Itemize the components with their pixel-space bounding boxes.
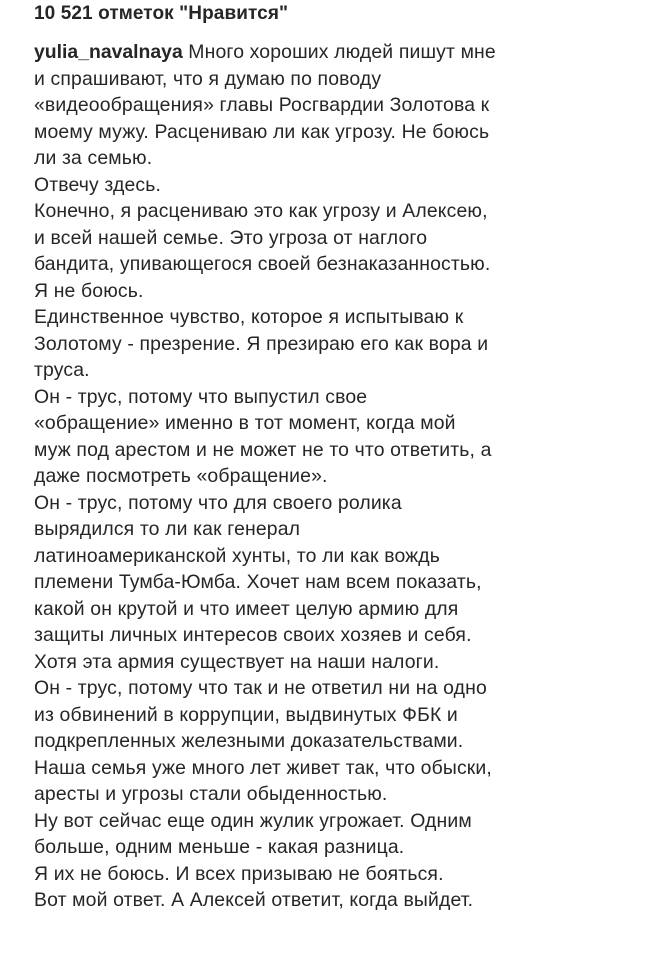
caption-line: моему мужу. Расцениваю ли как угрозу. Не боюсь xyxy=(34,120,490,143)
caption-line: подкрепленных железными доказательствами. xyxy=(34,730,464,752)
caption-line: Он - трус, потому что так и не ответил ни на одно xyxy=(34,677,487,699)
author-username[interactable]: yulia_navalnaya xyxy=(34,41,183,63)
caption-line: аресты и угрозы стали обыденностью. xyxy=(34,783,388,805)
caption-line: из обвинений в коррупции, выдвинутых ФБК и xyxy=(34,703,458,726)
caption-line: племени Тумба-Юмба. Хочет нам всем показать, xyxy=(34,571,482,593)
caption-line: и всей нашей семье. Это угроза от наглого xyxy=(34,226,428,249)
caption-line: бандита, упивающегося своей безнаказанностью. xyxy=(34,253,491,275)
caption-line: и спрашивают, что я думаю по поводу xyxy=(34,67,382,90)
caption-line: муж под арестом и не может не то что ответить, а xyxy=(34,438,492,461)
caption-line: труса. xyxy=(34,359,90,381)
caption-line: Наша семья уже много лет живет так, что обыски, xyxy=(34,756,492,779)
caption-line: Золотому - презрение. Я презираю его как вора и xyxy=(34,332,489,355)
caption-line: Он - трус, потому что выпустил свое xyxy=(34,385,368,408)
caption-line: защиты личных интересов своих хозяев и себя. xyxy=(34,624,472,646)
caption-line: даже посмотреть «обращение». xyxy=(34,465,328,487)
caption-line: больше, одним меньше - какая разница. xyxy=(34,836,405,858)
caption-line: Единственное чувство, которое я испытываю к xyxy=(34,306,464,328)
caption-line: Хотя эта армия существует на наши налоги. xyxy=(34,650,440,673)
caption-line: Конечно, я расцениваю это как угрозу и Алексею, xyxy=(34,200,488,222)
caption-line: латиноамериканской хунты, то ли как вождь xyxy=(34,544,441,567)
likes-count[interactable]: 10 521 отметок "Нравится" xyxy=(34,3,289,24)
caption-line: какой он крутой и что имеет целую армию для xyxy=(34,597,459,620)
caption-line: Я не боюсь. xyxy=(34,279,144,302)
caption-line: вырядился то ли как генерал xyxy=(34,518,301,540)
caption-text: Много хороших людей пишут мне xyxy=(182,41,496,63)
caption-line: Ну вот сейчас еще один жулик угрожает. Одним xyxy=(34,809,472,832)
post-caption xyxy=(34,39,646,914)
caption-line: Отвечу здесь. xyxy=(34,173,162,196)
caption-line: «видеообращения» главы Росгвардии Золотова к xyxy=(34,94,490,116)
caption-line: Он - трус, потому что для своего ролика xyxy=(34,491,402,514)
caption-line: Вот мой ответ. А Алексей ответит, когда выйдет. xyxy=(34,889,474,911)
caption-line: ли за семью. xyxy=(34,147,153,169)
caption-line: «обращение» именно в тот момент, когда мой xyxy=(34,412,456,434)
caption-first-line xyxy=(34,39,646,66)
caption-line: Я их не боюсь. И всех призываю не бояться. xyxy=(34,862,444,885)
